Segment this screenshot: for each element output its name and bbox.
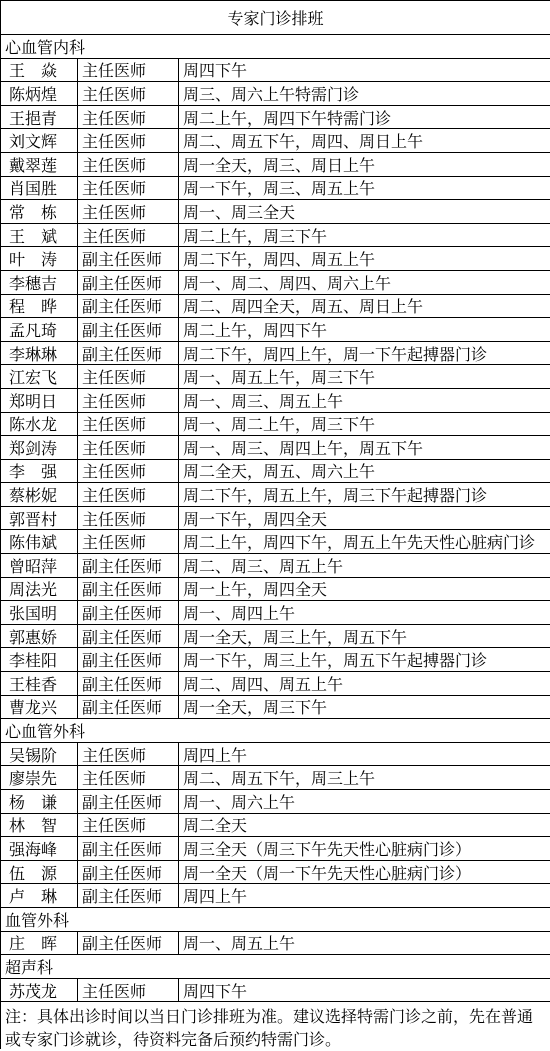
table-row (1, 200, 550, 224)
doctor-title: 主任医师 (78, 483, 179, 506)
doctor-title: 主任医师 (78, 743, 179, 766)
clinic-schedule: 周一全天，周三、周日上午 (183, 155, 376, 175)
doctor-title: 主任医师 (78, 153, 179, 176)
table-row (1, 814, 550, 838)
doctor-name: 卢 琳 (1, 884, 78, 907)
clinic-schedule: 周四下午 (183, 61, 248, 81)
doctor-title: 副主任医师 (78, 837, 179, 860)
doctor-name: 吴锡阶 (1, 743, 78, 766)
clinic-schedule: 周一全天，周三上午，周五下午 (183, 627, 408, 647)
clinic-schedule: 周二下午，周四、周五上午 (183, 250, 376, 270)
doctor-title: 主任医师 (78, 224, 179, 247)
doctor-name: 王 焱 (1, 59, 78, 82)
doctor-title: 副主任医师 (78, 861, 179, 884)
doctor-title: 副主任医师 (78, 790, 179, 813)
clinic-schedule: 周二、周四、周五上午 (183, 674, 344, 694)
table-row (1, 247, 550, 271)
doctor-name: 苏茂龙 (1, 979, 78, 1002)
doctor-name: 廖崇先 (1, 766, 78, 789)
doctor-name: 陈水龙 (1, 413, 78, 436)
clinic-schedule: 周二上午，周三下午 (183, 226, 328, 246)
doctor-name: 张国明 (1, 601, 78, 624)
doctor-title: 副主任医师 (78, 295, 179, 318)
doctor-name: 孟凡琦 (1, 318, 78, 341)
doctor-name: 戴翠莲 (1, 153, 78, 176)
table-row (1, 224, 550, 248)
clinic-schedule: 周二全天 (183, 816, 248, 836)
section-name: 超声科 (5, 957, 54, 977)
doctor-name: 郭晋村 (1, 507, 78, 530)
clinic-schedule: 周二、周五下午，周三上午 (183, 769, 376, 789)
table-row (1, 342, 550, 366)
doctor-title: 主任医师 (78, 766, 179, 789)
clinic-schedule: 周一、周三、周四上午，周五下午 (183, 438, 424, 458)
table-row (1, 153, 550, 177)
table-row (1, 483, 550, 507)
clinic-schedule: 周二、周三、周五上午 (183, 556, 344, 576)
section-name: 血管外科 (5, 910, 70, 930)
doctor-title: 主任医师 (78, 106, 179, 129)
table-row (1, 507, 550, 531)
table-row (1, 884, 550, 908)
section-header (1, 719, 550, 743)
doctor-title: 副主任医师 (78, 271, 179, 294)
clinic-schedule: 周一下午，周四全天 (183, 509, 328, 529)
table-row (1, 365, 550, 389)
doctor-name: 陈伟斌 (1, 530, 78, 553)
doctor-title: 主任医师 (78, 59, 179, 82)
table-row (1, 82, 550, 106)
clinic-schedule: 周一、周四上午 (183, 604, 296, 624)
clinic-schedule: 周二、周四全天，周五、周日上午 (183, 297, 424, 317)
doctor-name: 程 晔 (1, 295, 78, 318)
section-name: 心血管外科 (5, 722, 86, 742)
doctor-title: 副主任医师 (78, 554, 179, 577)
clinic-schedule: 周四上午 (183, 887, 248, 907)
table-row (1, 578, 550, 602)
doctor-title: 副主任医师 (78, 696, 179, 719)
doctor-title: 主任医师 (78, 413, 179, 436)
doctor-title: 副主任医师 (78, 342, 179, 365)
table-row (1, 271, 550, 295)
clinic-schedule: 周一、周三、周五上午 (183, 391, 344, 411)
clinic-schedule: 周一、周二、周四、周六上午 (183, 273, 392, 293)
clinic-schedule: 周四上午 (183, 745, 248, 765)
table-row (1, 530, 550, 554)
table-title (1, 1, 550, 35)
doctor-title: 副主任医师 (78, 247, 179, 270)
table-row (1, 129, 550, 153)
table-row (1, 837, 550, 861)
table-row (1, 790, 550, 814)
table-row (1, 436, 550, 460)
doctor-title: 主任医师 (78, 436, 179, 459)
doctor-name: 李穗吉 (1, 271, 78, 294)
section-header (1, 35, 550, 59)
doctor-title: 主任医师 (78, 177, 179, 200)
table-row (1, 979, 550, 1003)
doctor-title: 主任医师 (78, 530, 179, 553)
clinic-schedule: 周一下午，周三、周五上午 (183, 179, 376, 199)
doctor-name: 曹龙兴 (1, 696, 78, 719)
section-name: 心血管内科 (5, 37, 86, 57)
section-header (1, 908, 550, 932)
doctor-name: 王 斌 (1, 224, 78, 247)
section-header (1, 955, 550, 979)
clinic-schedule: 周一、周三全天 (183, 202, 296, 222)
clinic-schedule: 周二上午，周四下午特需门诊 (183, 108, 392, 128)
table-row (1, 932, 550, 956)
doctor-title: 主任医师 (78, 507, 179, 530)
table-row (1, 648, 550, 672)
table-row (1, 106, 550, 130)
doctor-title: 主任医师 (78, 389, 179, 412)
doctor-name: 曾昭萍 (1, 554, 78, 577)
doctor-name: 周法光 (1, 578, 78, 601)
doctor-title: 副主任医师 (78, 884, 179, 907)
clinic-schedule: 周一、周五上午 (183, 934, 296, 954)
table-row (1, 460, 550, 484)
table-row (1, 861, 550, 885)
doctor-name: 刘文辉 (1, 129, 78, 152)
table-row (1, 177, 550, 201)
doctor-title: 主任医师 (78, 814, 179, 837)
doctor-title: 副主任医师 (78, 601, 179, 624)
clinic-schedule: 周二上午，周四下午 (183, 320, 328, 340)
clinic-schedule: 周一全天，周三下午 (183, 698, 328, 718)
doctor-name: 王挹青 (1, 106, 78, 129)
doctor-title: 副主任医师 (78, 932, 179, 955)
sections-container (1, 35, 550, 1002)
table-row (1, 413, 550, 437)
table-title-text: 专家门诊排班 (227, 9, 324, 28)
doctor-name: 郑剑涛 (1, 436, 78, 459)
clinic-schedule: 周一、周六上午 (183, 792, 296, 812)
doctor-name: 郑明日 (1, 389, 78, 412)
clinic-schedule: 周三、周六上午特需门诊 (183, 84, 360, 104)
doctor-name: 杨 谦 (1, 790, 78, 813)
doctor-title: 副主任医师 (78, 318, 179, 341)
table-row (1, 295, 550, 319)
doctor-name: 强海峰 (1, 837, 78, 860)
table-row (1, 625, 550, 649)
table-row (1, 318, 550, 342)
doctor-title: 副主任医师 (78, 625, 179, 648)
clinic-schedule: 周四下午 (183, 981, 248, 1001)
doctor-name: 蔡彬妮 (1, 483, 78, 506)
doctor-name: 李 强 (1, 460, 78, 483)
doctor-name: 常 栋 (1, 200, 78, 223)
doctor-name: 李桂阳 (1, 648, 78, 671)
doctor-name: 王桂香 (1, 672, 78, 695)
footnote: 注：具体出诊时间以当日门诊排班为准。建议选择特需门诊之前，先在普通或专家门诊就诊，待资料完备后预约特需门诊。 (5, 1007, 534, 1050)
table-row (1, 554, 550, 578)
doctor-title: 副主任医师 (78, 648, 179, 671)
doctor-name: 叶 涛 (1, 247, 78, 270)
clinic-schedule: 周一全天（周一下午先天性心脏病门诊） (183, 863, 472, 883)
doctor-title: 主任医师 (78, 460, 179, 483)
doctor-name: 肖国胜 (1, 177, 78, 200)
clinic-schedule: 周一上午，周四全天 (183, 580, 328, 600)
clinic-schedule: 周一、周五上午，周三下午 (183, 368, 376, 388)
doctor-title: 主任医师 (78, 979, 179, 1002)
doctor-name: 李琳琳 (1, 342, 78, 365)
table-row (1, 59, 550, 83)
doctor-title: 主任医师 (78, 200, 179, 223)
doctor-title: 主任医师 (78, 82, 179, 105)
doctor-name: 伍 源 (1, 861, 78, 884)
clinic-schedule: 周二全天，周五、周六上午 (183, 462, 376, 482)
doctor-title: 副主任医师 (78, 672, 179, 695)
clinic-schedule: 周一、周二上午，周三下午 (183, 415, 376, 435)
doctor-title: 主任医师 (78, 129, 179, 152)
doctor-title: 副主任医师 (78, 578, 179, 601)
table-row (1, 601, 550, 625)
clinic-schedule: 周一下午，周三上午，周五下午起搏器门诊 (183, 651, 488, 671)
doctor-name: 庄 晖 (1, 932, 78, 955)
doctor-name: 江宏飞 (1, 365, 78, 388)
doctor-name: 郭惠娇 (1, 625, 78, 648)
table-row (1, 696, 550, 720)
clinic-schedule: 周二、周五下午，周四、周日上午 (183, 132, 424, 152)
doctor-title: 主任医师 (78, 365, 179, 388)
clinic-schedule: 周二上午，周四下午，周五上午先天性心脏病门诊 (183, 533, 536, 553)
table-row (1, 672, 550, 696)
clinic-schedule: 周三全天（周三下午先天性心脏病门诊） (183, 839, 472, 859)
clinic-schedule: 周二下午，周四上午，周一下午起搏器门诊 (183, 344, 488, 364)
table-row (1, 766, 550, 790)
table-row (1, 743, 550, 767)
doctor-name: 林 智 (1, 814, 78, 837)
clinic-schedule: 周二下午，周五上午，周三下午起搏器门诊 (183, 486, 488, 506)
doctor-name: 陈炳煌 (1, 82, 78, 105)
table-row (1, 389, 550, 413)
